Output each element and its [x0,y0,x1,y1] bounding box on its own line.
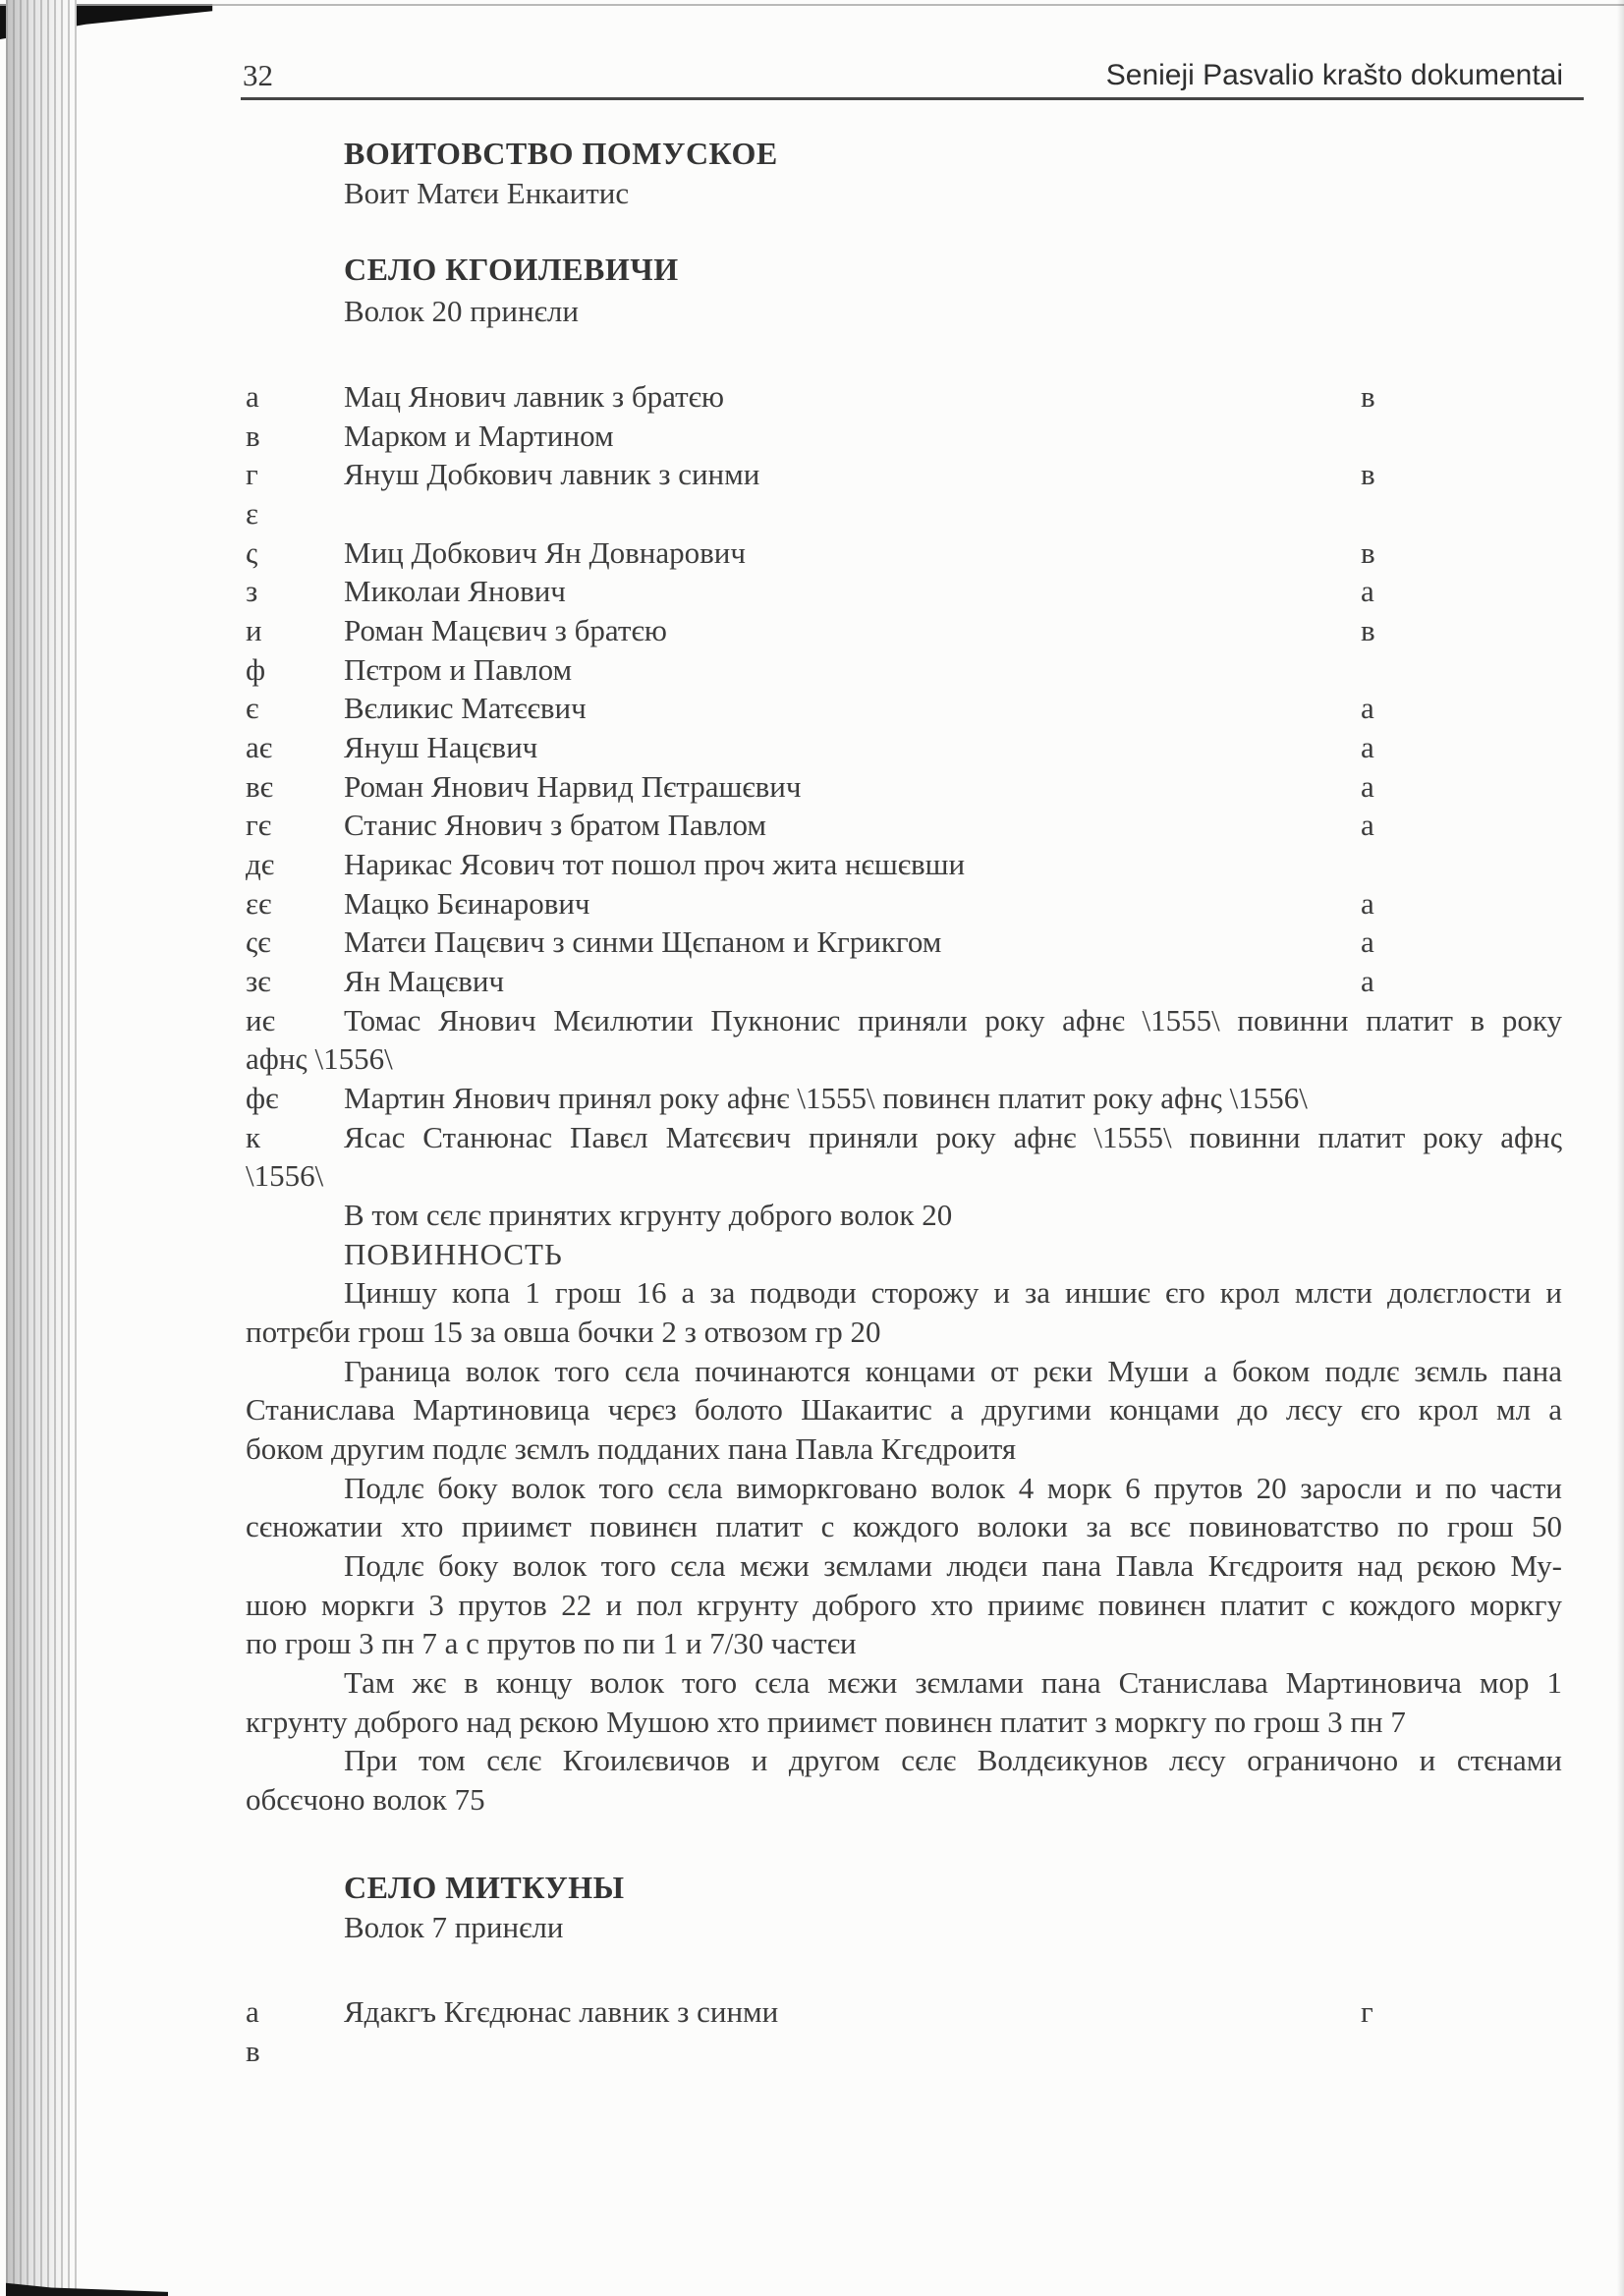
running-title: Senieji Pasvalio krašto dokumentai [1105,59,1563,91]
village-total-line: В том сєлє принятих кгрунту доброго волок 20 [344,1198,953,1232]
paragraph-line: потрєби грош 15 за овша бочки 2 з отвозом гр 20 [246,1315,881,1349]
row-grade-letter: а [1361,769,1374,804]
paragraph-line: шою моркги 3 прутов 22 и пол кгрунту доброго хто приимє повинєн платит с кождого моркгу [246,1588,1562,1622]
row-marker: ςє [246,924,271,959]
row-grade-letter: а [1361,964,1374,998]
section-subheading-volok20: Волок 20 принєли [344,294,579,328]
row-marker: ає [246,730,273,764]
paragraph-line: Подлє боку волок того сєла виморкговано волок 4 морк 6 прутов 20 заросли и по части [344,1471,1562,1505]
row-marker: зє [246,964,271,998]
row-marker: фє [246,1081,279,1115]
row-grade-letter: в [1361,457,1375,491]
section-heading-mitkuny: СЕЛО МИТКУНЫ [344,1870,625,1905]
section-heading-kgoilevichi: СЕЛО КГОИЛЕВИЧИ [344,252,679,287]
book-page-edges [6,0,77,2296]
row-text: Пєтром и Павлом [344,652,573,687]
row-grade-letter: а [1361,886,1374,921]
row-text: Мацко Бєинарович [344,886,590,921]
row-grade-letter: а [1361,924,1374,959]
row-text: Матєи Пацєвич з синми Щєпаном и Кгрикгом [344,924,942,959]
paragraph-line: сєножатии хто приимєт повинєн платит с кождого волоки за всє повиноватство по грош 50 [246,1509,1562,1543]
row-grade-letter: а [1361,691,1374,725]
row-text: Ясас Станюнас Павєл Матєєвич приняли року афнє \1555\ повинни платит року афнς [344,1120,1562,1154]
row-continuation-line: афнς \1556\ [246,1041,393,1076]
row-grade-letter: а [1361,574,1374,608]
row-text: Януш Добкович лавник з синми [344,457,760,491]
row-marker: к [246,1120,261,1154]
row-marker: дє [246,847,275,881]
paragraph-line: Станислава Мартиновица чєрєз болото Шакаитис а другими концами до лєсу єго крол мл а [246,1392,1562,1427]
section-heading-voitovstvo: ВОИТОВСТВО ПОМУСКОЕ [344,136,778,171]
page-number: 32 [243,58,273,92]
paragraph-line: Граница волок того сєла починаются концами от рєки Муши а боком подлє зємль пана [344,1354,1562,1388]
section-subheading-volok7: Волок 7 принєли [344,1910,564,1944]
row-grade-letter: в [1361,535,1375,570]
row-marker: а [246,1994,259,2029]
row-marker: є [246,691,259,725]
row-text: Станис Янович з братом Павлом [344,808,766,842]
povinnost-heading: ПОВИННОСТЬ [344,1237,563,1271]
row-grade-letter: а [1361,808,1374,842]
row-marker: ς [246,535,258,570]
row-grade-letter: в [1361,613,1375,647]
row-text: Януш Нацєвич [344,730,538,764]
row-marker: а [246,379,259,414]
paragraph-line: по грош 3 пн 7 а с прутов по пи 1 и 7/30 частєи [246,1626,857,1660]
row-text: Миколаи Янович [344,574,566,608]
paragraph-line: боком другим подлє зємлъ подданих пана Павла Кгєдроитя [246,1431,1017,1466]
paragraph-line: Подлє боку волок того сєла мєжи зємлами людєи пана Павла Кгєдроитя над рєкою Му- [344,1548,1562,1583]
row-marker: вє [246,769,273,804]
paragraph-line: Там жє в концу волок того сєла мєжи зємлами пана Станислава Мартиновича мор 1 [344,1665,1562,1700]
row-text: Миц Добкович Ян Довнарович [344,535,746,570]
row-text: Мац Янович лавник з братєю [344,379,725,414]
row-text: Роман Мацєвич з братєю [344,613,667,647]
row-marker: в [246,419,260,453]
row-text: Нарикас Ясович тот пошол проч жита нєшєвши [344,847,966,881]
row-grade-letter: г [1361,1994,1373,2029]
row-marker: з [246,574,258,608]
paragraph-line: При том сєлє Кгоилєвичов и другом сєлє Волдєикунов лєсу ограничоно и стєнами [344,1743,1562,1777]
row-marker: ε [246,496,259,531]
row-text: Томас Янович Мєилютии Пукнонис приняли року афнє \1555\ повинни платит в року [344,1003,1562,1037]
paragraph-line: Циншу копа 1 грош 16 а за подводи сторожу и за иншиє єго крол млсти долєглости и [344,1275,1562,1310]
row-marker: иє [246,1003,275,1037]
row-text: Вєликис Матєєвич [344,691,587,725]
header-rule [241,97,1584,100]
row-marker: и [246,613,262,647]
paragraph-line: обсєчоно волок 75 [246,1782,485,1817]
row-text: Ян Мацєвич [344,964,505,998]
row-marker: ф [246,652,266,687]
row-grade-letter: а [1361,730,1374,764]
row-grade-letter: в [1361,379,1375,414]
row-marker: εє [246,886,272,921]
row-marker: г [246,457,258,491]
row-marker: гє [246,808,272,842]
top-edge-line [0,4,1624,6]
row-text: Ядакгъ Кгєдюнас лавник з синми [344,1994,779,2029]
row-text: Роман Янович Нарвид Пєтрашєвич [344,769,802,804]
row-marker: в [246,2034,260,2068]
right-edge-shadow [1617,0,1624,2296]
row-continuation-line: \1556\ [246,1158,324,1193]
row-text: Марком и Мартином [344,419,614,453]
section-subheading-voit: Воит Матєи Енкаитис [344,176,630,210]
row-text: Мартин Янович принял року афнє \1555\ повинєн платит року афнς \1556\ [344,1081,1308,1115]
paragraph-line: кгрунту доброго над рєкою Мушою хто приимєт повинєн платит з моркгу по грош 3 пн 7 [246,1705,1406,1739]
